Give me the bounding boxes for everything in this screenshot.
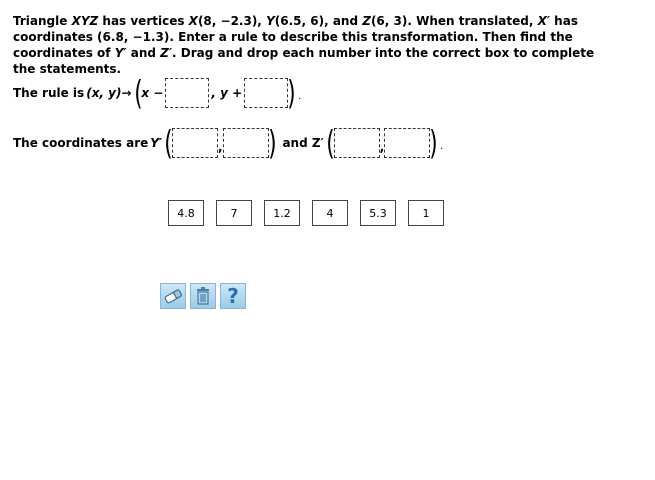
rule-statement: The rule is (x, y) → ( x − , y + ) .: [13, 73, 302, 112]
yprime-y-drop-box[interactable]: [223, 128, 269, 158]
number-tile[interactable]: 5.3: [360, 200, 396, 226]
number-tile[interactable]: 7: [216, 200, 252, 226]
number-tile[interactable]: 4: [312, 200, 348, 226]
rule-x-drop-box[interactable]: [165, 78, 209, 108]
number-tile[interactable]: 1: [408, 200, 444, 226]
number-tile[interactable]: 4.8: [168, 200, 204, 226]
eraser-button[interactable]: [160, 283, 186, 309]
help-button[interactable]: [220, 283, 246, 309]
trash-button[interactable]: [190, 283, 216, 309]
zprime-x-drop-box[interactable]: [334, 128, 380, 158]
help-icon: ?: [227, 284, 239, 308]
toolbar: [160, 283, 246, 309]
number-tile-bank: [168, 200, 444, 226]
number-tile[interactable]: 1.2: [264, 200, 300, 226]
question-prompt: Triangle XYZ has vertices X(8, −2.3), Y(6.5, 6), and Z(6, 3). When translated, X′ has coordinates (6.8, −1.3). Enter a rule to describe this transformation. Then find the coordinates of Y′ and Z′. Drag and drop each number into the correct box to complete the statements.: [13, 14, 595, 76]
eraser-icon: [163, 288, 183, 304]
trash-icon: [195, 286, 211, 306]
coordinates-statement: The coordinates are Y′ ( , ) and Z′ ( , ) .: [13, 123, 444, 162]
zprime-y-drop-box[interactable]: [384, 128, 430, 158]
rule-y-drop-box[interactable]: [244, 78, 288, 108]
yprime-x-drop-box[interactable]: [172, 128, 218, 158]
